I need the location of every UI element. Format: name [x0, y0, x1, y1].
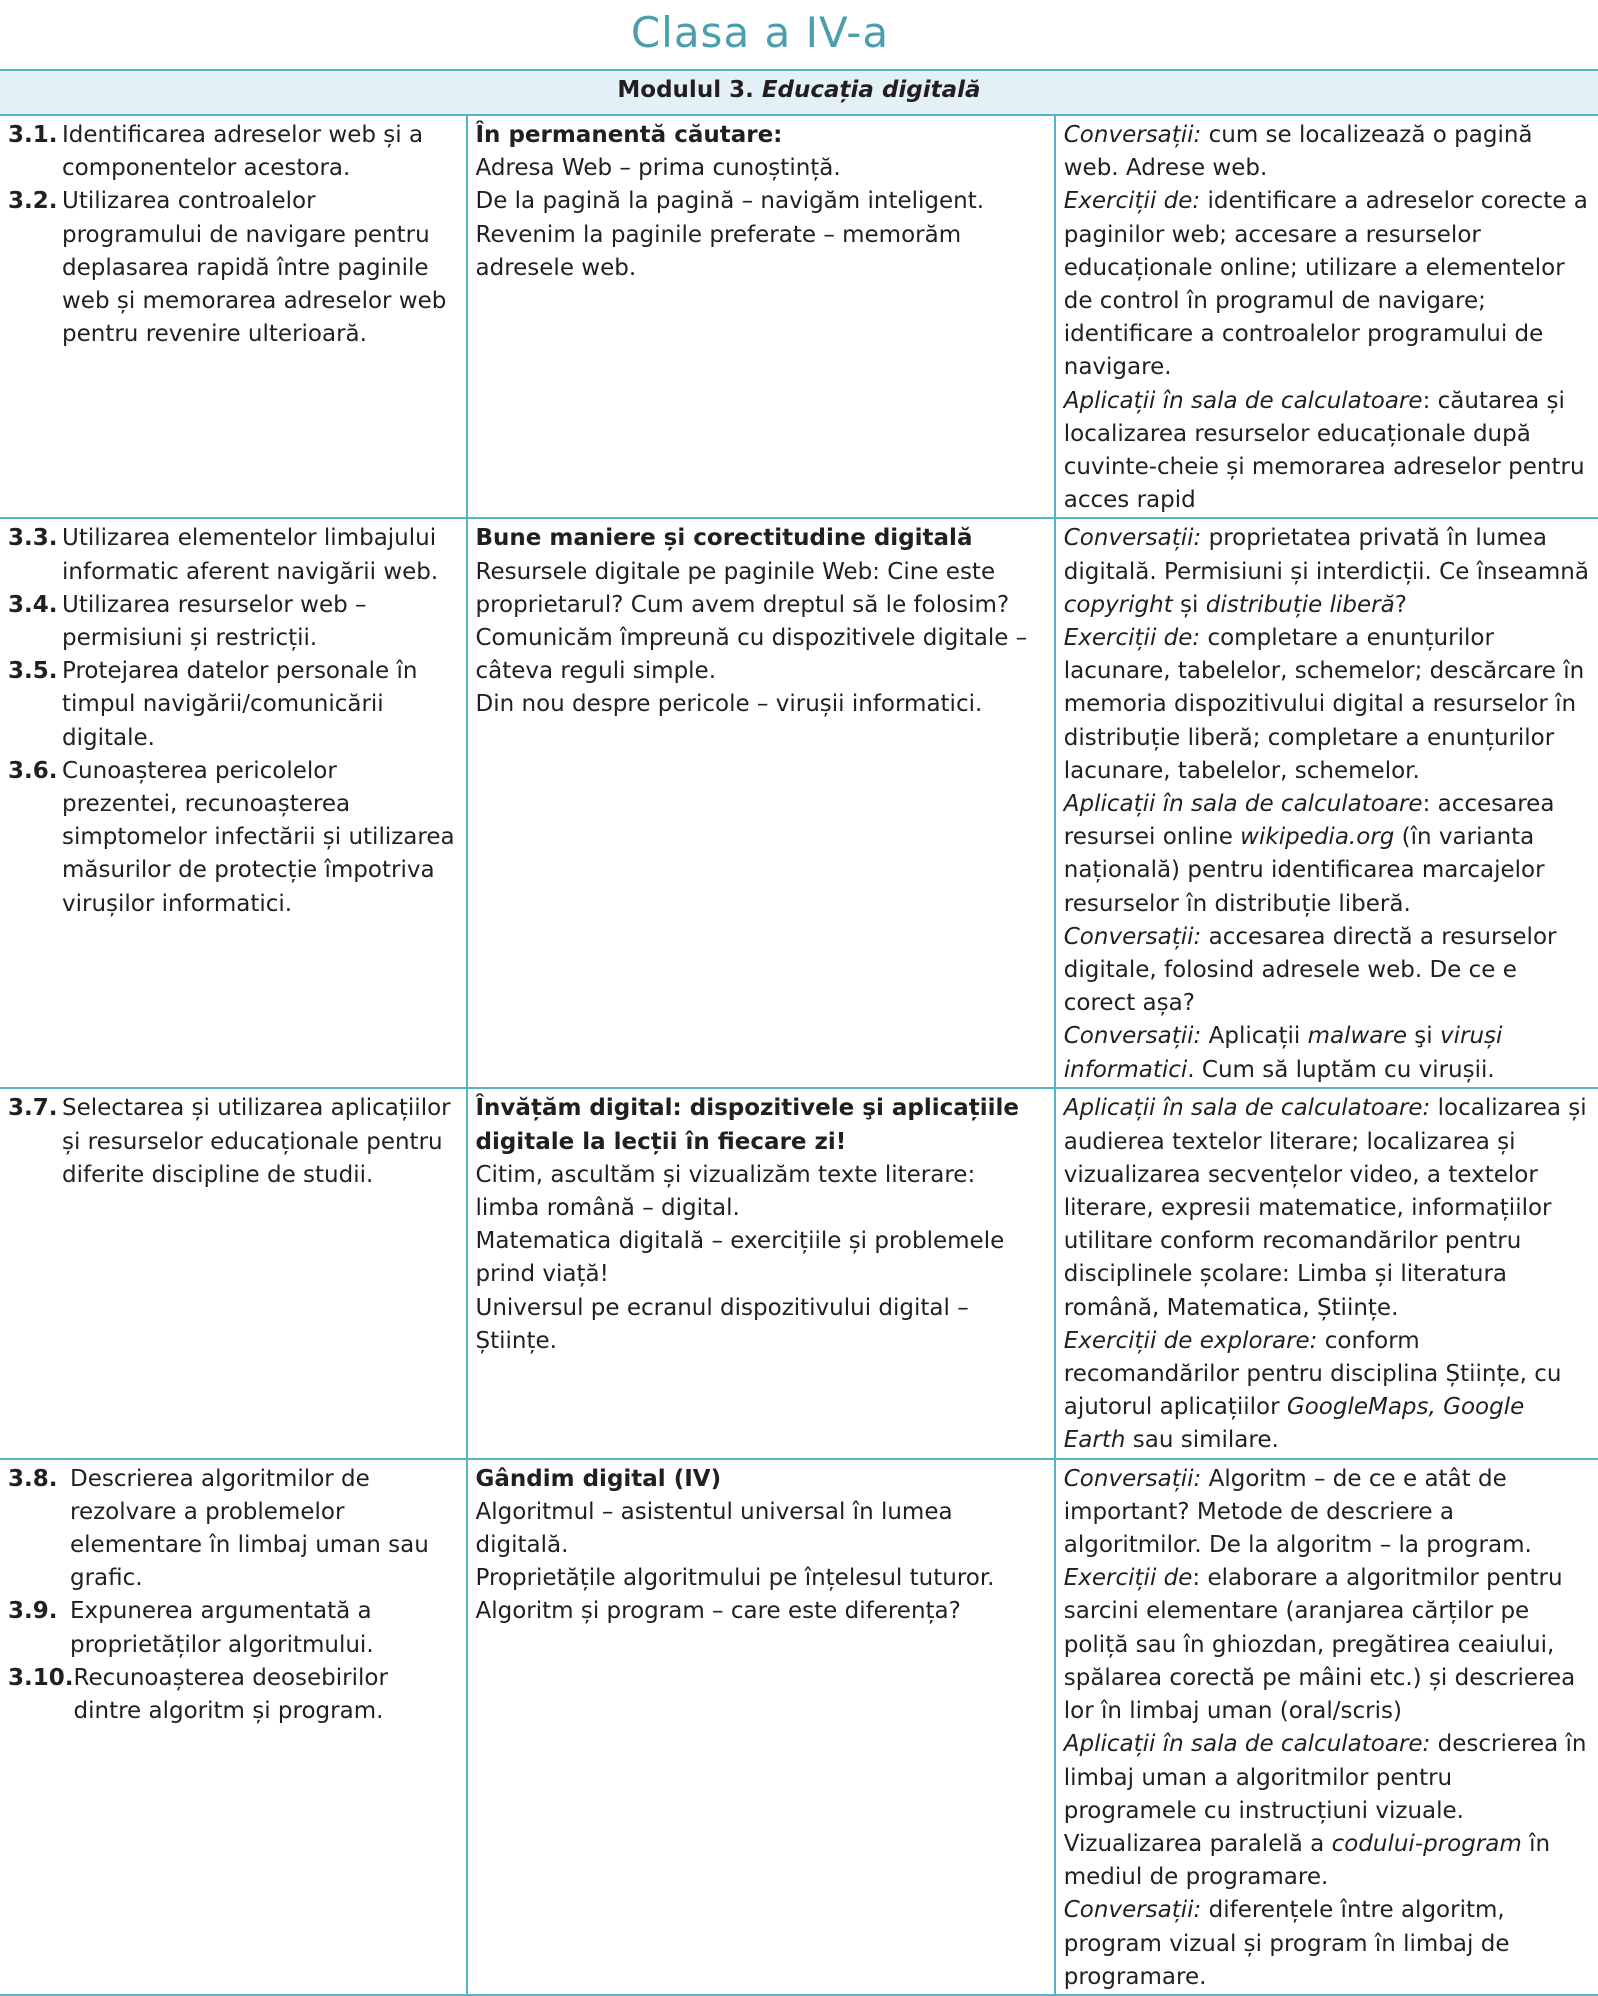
activity-item [1064, 385, 1590, 518]
competence-number: 3.3. [8, 525, 58, 552]
contents-cell [467, 115, 1055, 518]
competence-text: Utilizarea elementelor limbajului informatic aferent navigării web. [62, 525, 439, 585]
competence-number: 3.10. [8, 1664, 74, 1691]
activity-label: Conversații: [1063, 1465, 1202, 1492]
activity-label: Aplicații în sala de calculatoare [1063, 791, 1423, 818]
competence-text: Utilizarea controalelor programului de navigare pentru deplasarea rapidă între paginile web și memorarea adreselor web pentru revenire ulterioară. [62, 188, 447, 348]
content-item: Adresa Web – prima cunoștință. [475, 155, 841, 182]
activity-label: Exerciții de [1063, 1565, 1193, 1592]
competence-number: 3.7. [8, 1095, 58, 1122]
content-item: Algoritm și program – care este diferența? [475, 1598, 961, 1625]
competence-item [8, 119, 458, 185]
competence-item [8, 1092, 458, 1192]
activity-item [1064, 1562, 1590, 1728]
content-item: Citim, ascultăm și vizualizăm texte literare: limba română – digital. [475, 1161, 976, 1222]
activities-cell [1055, 1088, 1598, 1458]
content-item: Proprietățile algoritmului pe înțelesul tuturor. [475, 1565, 995, 1592]
activity-emphasis: wikipedia.org [1240, 824, 1395, 851]
activity-text: localizarea și audierea textelor literare; localizarea și vizualizarea secvențelor video, a textelor literare, expresii matematice, informațiilor utilitare conform recomandărilor pentru disciplinele școlare: Limba și literatura română, Matematica, Științe. [1063, 1095, 1587, 1321]
activity-text: sau similare. [1125, 1427, 1279, 1454]
competences-cell [0, 1459, 467, 1995]
competence-item [8, 522, 458, 588]
activity-item [1064, 522, 1590, 622]
activity-item [1064, 1894, 1590, 1994]
activity-emphasis: distribuție liberă [1205, 591, 1395, 618]
activity-label: Conversații: [1063, 122, 1202, 148]
activity-emphasis: GoogleMaps, Google Earth [1063, 1394, 1525, 1454]
activity-emphasis: copyright [1063, 591, 1173, 618]
content-item: Din nou despre pericole – virușii informatici. [475, 691, 983, 718]
table-row [0, 115, 1598, 518]
activity-item [1064, 1463, 1590, 1563]
activity-item [1064, 1325, 1590, 1458]
competence-text: Selectarea și utilizarea aplicațiilor și resurselor educaționale pentru diferite discipline de studii. [62, 1095, 451, 1188]
content-item: Comunicăm împreună cu dispozitivele digitale – câteva reguli simple. [475, 625, 1028, 685]
activity-text: . Cum să luptăm cu virușii. [1187, 1056, 1495, 1083]
activities-cell [1055, 1459, 1598, 1995]
activity-label: Aplicații în sala de calculatoare: [1063, 1095, 1431, 1122]
activity-text: completare a enunțurilor lacunare, tabelelor, schemelor; descărcare în memoria dispozitivului digital a resurselor în distribuție liberă; completare a enunțurilor lacunare, tabelelor, schemelor. [1063, 625, 1585, 784]
competence-text: Descrierea algoritmilor de rezolvare a problemelor elementare în limbaj uman sau grafic. [70, 1465, 429, 1592]
activities-cell [1055, 518, 1598, 1088]
activity-label: Exerciții de: [1063, 188, 1201, 215]
competences-cell [0, 1088, 467, 1458]
activity-item [1064, 1020, 1590, 1086]
competence-number: 3.9. [8, 1598, 58, 1625]
content-item: De la pagină la pagină – navigăm inteligent. [475, 188, 985, 215]
activity-item [1064, 622, 1590, 788]
activity-emphasis: viruși informatici [1063, 1023, 1503, 1083]
content-item: Revenim la paginile preferate – memorăm adresele web. [475, 221, 962, 281]
content-item: Resursele digitale pe paginile Web: Cine este proprietarul? Cum avem dreptul să le folosim? [475, 558, 1010, 618]
competence-text: Protejarea datelor personale în timpul navigării/comunicării digitale. [62, 658, 418, 751]
activity-text: și [1172, 591, 1206, 618]
table-row [0, 1088, 1598, 1458]
activity-text: conform recomandărilor pentru disciplina Științe, cu ajutorul aplicațiilor [1063, 1327, 1562, 1421]
competence-text: Utilizarea resurselor web – permisiuni și restricții. [62, 591, 367, 652]
curriculum-table [0, 69, 1598, 1996]
activity-label: Exerciții de: [1063, 625, 1201, 652]
competence-item [8, 755, 458, 921]
activity-text: : căutarea și localizarea resurselor educaționale după cuvinte-cheie și memorarea adreselor pentru acces rapid [1063, 387, 1585, 514]
activity-text: Aplicații [1201, 1023, 1308, 1050]
module-name: Educația digitală [761, 77, 981, 103]
competences-cell [0, 115, 467, 518]
competence-number: 3.2. [8, 188, 58, 215]
activity-text: cum se localizează o pagină web. Adrese web. [1063, 122, 1533, 182]
competence-text: Identificarea adreselor web și a componentelor acestora. [62, 122, 424, 182]
contents-cell [467, 1459, 1055, 1995]
module-header-row [0, 70, 1598, 115]
activity-emphasis: malware [1307, 1023, 1407, 1050]
unit-title: Gândim digital (IV) [475, 1465, 722, 1492]
activity-text: descrierea în limbaj uman a algoritmilor pentru programele cu instrucțiuni vizuale. Vizualizarea paralelă a [1063, 1731, 1587, 1857]
competence-item [8, 655, 458, 755]
competence-text: Recunoașterea deosebirilor dintre algoritm și program. [73, 1664, 388, 1725]
activity-text: : accesarea resursei online [1063, 791, 1555, 851]
activity-item [1064, 1728, 1590, 1894]
competence-item [8, 1595, 458, 1661]
competence-item [8, 589, 458, 655]
activity-item [1064, 1092, 1590, 1324]
competences-cell [0, 518, 467, 1088]
activity-text: (în varianta națională) pentru identificarea marcajelor resurselor în distribuție liberă. [1063, 824, 1545, 917]
competence-item [8, 1463, 458, 1596]
activity-text: şi [1407, 1023, 1440, 1050]
competence-number: 3.8. [8, 1465, 58, 1492]
competence-text: Expunerea argumentată a proprietăților algoritmului. [70, 1598, 374, 1658]
content-item: Matematica digitală – exercițiile și problemele prind viață! [475, 1228, 1005, 1288]
activity-item [1064, 185, 1590, 384]
content-item: Algoritmul – asistentul universal în lumea digitală. [475, 1498, 953, 1559]
unit-title: Învățăm digital: dispozitivele şi aplicațiile digitale la lecții în fiecare zi! [475, 1095, 1019, 1155]
competence-number: 3.4. [8, 591, 58, 618]
activity-label: Aplicații în sala de calculatoare [1063, 387, 1423, 414]
module-header [0, 70, 1598, 115]
unit-title: În permanentă căutare: [475, 122, 783, 148]
activity-label: Exerciții de explorare: [1063, 1327, 1318, 1354]
activity-item [1064, 921, 1590, 1021]
activity-text: în mediul de programare. [1063, 1830, 1551, 1891]
curriculum-rows [0, 115, 1598, 1995]
activity-emphasis: codului-program [1331, 1830, 1522, 1857]
activity-text: ? [1394, 591, 1407, 618]
activity-text: identificare a adreselor corecte a paginilor web; accesare a resurselor educaționale online; utilizare a elementelor de control în programul de navigare; identificare a controalelor programului de navigare. [1063, 188, 1588, 381]
contents-cell [467, 518, 1055, 1088]
activity-label: Aplicații în sala de calculatoare: [1063, 1731, 1431, 1758]
activity-text: proprietatea privată în lumea digitală. Permisiuni și interdicții. Ce înseamnă [1063, 525, 1589, 585]
contents-cell [467, 1088, 1055, 1458]
page-title: Clasa a IV-a [630, 8, 890, 57]
activity-text: : elaborare a algoritmilor pentru sarcini elementare (aranjarea cărților pe poliță sau în ghiozdan, pregătirea ceaiului, spălarea corectă pe mâini etc.) și descrierea lor în limbaj uman (oral/scris) [1063, 1565, 1576, 1725]
competence-number: 3.5. [8, 658, 58, 685]
activity-item [1064, 788, 1590, 921]
module-prefix: Modulul 3. [617, 77, 754, 103]
competence-number: 3.1. [8, 122, 58, 148]
competence-item [8, 185, 458, 351]
activities-cell [1055, 115, 1598, 518]
activity-label: Conversații: [1063, 525, 1202, 552]
unit-title: Bune maniere și corectitudine digitală [475, 525, 973, 552]
activity-text: accesarea directă a resurselor digitale, folosind adresele web. De ce e corect așa? [1063, 923, 1557, 1017]
activity-label: Conversații: [1063, 1897, 1202, 1924]
competence-text: Cunoașterea pericolelor prezentei, recunoașterea simptomelor infectării și utilizarea măsurilor de protecție împotriva virușilor informatici. [62, 757, 455, 917]
activity-item [1064, 119, 1590, 185]
table-row [0, 1459, 1598, 1995]
competence-item [8, 1662, 458, 1728]
activity-label: Conversații: [1063, 1023, 1202, 1050]
activity-label: Conversații: [1063, 923, 1202, 950]
competence-number: 3.6. [8, 757, 58, 784]
activity-text: diferențele între algoritm, program vizual și program în limbaj de programare. [1063, 1897, 1510, 1990]
activity-text: Algoritm – de ce e atât de important? Metode de descriere a algoritmilor. De la algoritm – la program. [1063, 1465, 1532, 1559]
table-row [0, 518, 1598, 1088]
content-item: Universul pe ecranul dispozitivului digital – Științe. [475, 1294, 969, 1354]
